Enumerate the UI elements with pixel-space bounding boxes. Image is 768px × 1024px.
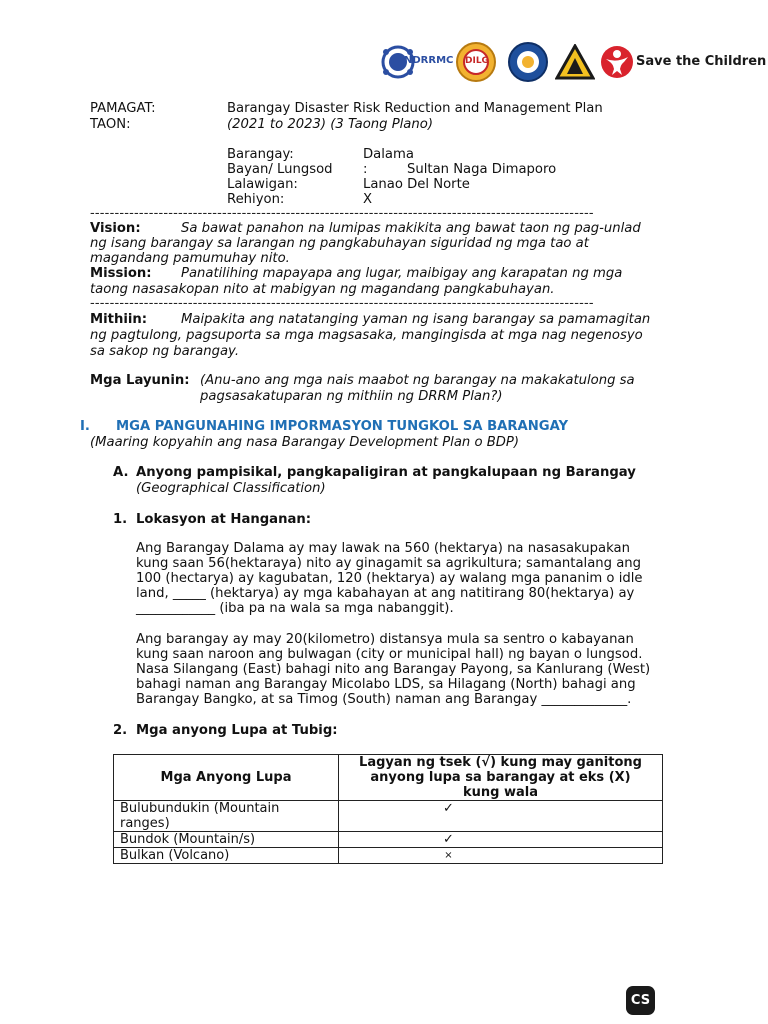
section-1-note: (Maaring kopyahin ang nasa Barangay Development Plan o BDP) <box>90 435 520 450</box>
camscanner-badge: CS <box>626 986 655 1015</box>
table-cell-mark: ✓ <box>339 832 663 848</box>
ndrrmc-logo-text: NDRRMC <box>404 55 454 66</box>
pamagat-value: Barangay Disaster Risk Reduction and Management Plan <box>227 101 603 116</box>
divider-top: ------------------------------------------------------------------------------------------------------- <box>90 207 594 221</box>
rehiyon-value: X <box>363 192 373 207</box>
table-row <box>114 801 663 832</box>
item-1-p2-line: bahagi naman ang Barangay Micolabo LDS, sa Hilagang (North) bahagi ang <box>136 677 636 692</box>
item-1-p2-line: Barangay Bangko, at sa Timog (South) naman ang Barangay _____________. <box>136 692 632 707</box>
mission-line-2: taong nasasakopan nito at mabigyan ng magandang pangkabuhayan. <box>90 282 555 297</box>
save-the-children-text: Save the Children <box>636 54 767 69</box>
item-1-p1-line: kung saan 56(hektaraya) nito ay ginagamit sa agrikultura; samantalang ang <box>136 556 642 571</box>
table-cell-name <box>114 801 339 832</box>
pamagat-label: PAMAGAT: <box>90 101 156 116</box>
vision-line-3: magandang pamumuhay nito. <box>90 251 290 266</box>
ocd-seal <box>507 42 549 82</box>
lalawigan-value: Lanao Del Norte <box>363 177 470 192</box>
barangay-value: Dalama <box>363 147 414 162</box>
item-1-p1-line: ____________ (iba pa na wala sa mga nabanggit). <box>136 601 454 616</box>
ndrrmc-logo <box>380 44 454 80</box>
bayan-value: Sultan Naga Dimaporo <box>407 162 557 177</box>
table-row <box>114 832 663 848</box>
lalawigan-label: Lalawigan: <box>227 177 298 192</box>
vision-line-2: ng isang barangay sa larangan ng pangkabuhayan siguridad ng mga tao at <box>90 236 589 251</box>
table-cell-mark: × <box>339 848 663 864</box>
dilg-seal-text: DILG <box>465 56 489 66</box>
item-1-p2-line: Nasa Silangang (East) bahagi nito ang Barangay Payong, sa Kanlurang (West) <box>136 662 651 677</box>
sub-a-note: (Geographical Classification) <box>136 481 326 496</box>
table-header-row <box>114 755 663 801</box>
taon-label: TAON: <box>90 117 131 132</box>
taon-value: (2021 to 2023) (3 Taong Plano) <box>227 117 433 132</box>
mithiin-label: Mithiin: <box>90 312 148 327</box>
layunin-label: Mga Layunin: <box>90 373 190 388</box>
mission-line-1: Panatilihing mapayapa ang lugar, maibigay ang karapatan ng mga <box>181 266 623 281</box>
dilg-seal <box>455 42 497 82</box>
table-header-instruction-line: Lagyan ng tsek (√) kung may ganitong <box>359 755 642 770</box>
item-1-p1-line: Ang Barangay Dalama ay may lawak na 560 (hektarya) na nasasakupakan <box>136 541 630 556</box>
anyong-lupa-table <box>113 754 663 864</box>
table-cell-name-line: Bulubundukin (Mountain <box>120 801 280 816</box>
sub-a-letter: A. <box>113 465 129 480</box>
table-cell-name: Bundok (Mountain/s) <box>114 832 339 848</box>
barangay-label: Barangay: <box>227 147 294 162</box>
layunin-line-2: pagsasakatuparan ng mithiin ng DRRM Plan?) <box>200 389 503 404</box>
bayan-colon: : <box>363 162 368 177</box>
item-1-p1-line: 100 (hectarya) ay kagubatan, 120 (hektarya) ay walang mga pananim o idle <box>136 571 643 586</box>
item-1-p2-line: kung saan naroon ang bulwagan (city or municipal hall) ng bayan o lungsod. <box>136 647 643 662</box>
lga-logo <box>555 44 595 80</box>
item-1-p1-line: land, _____ (hektarya) ay mga kabahayan at ang natitirang 80(hektarya) ay <box>136 586 635 601</box>
section-1-number: I. <box>80 419 90 434</box>
vision-line-1: Sa bawat panahon na lumipas makikita ang bawat taon ng pag-unlad <box>181 221 641 236</box>
vision-label: Vision: <box>90 221 141 236</box>
table-header-instruction-line: kung wala <box>463 785 538 800</box>
item-1-p2-line: Ang barangay ay may 20(kilometro) distansya mula sa sentro o kabayanan <box>136 632 634 647</box>
layunin-line-1: (Anu-ano ang mga nais maabot ng barangay na makakatulong sa <box>200 373 635 388</box>
item-2-number: 2. <box>113 723 128 738</box>
table-cell-name-line: ranges) <box>120 816 170 831</box>
table-header-instruction-line: anyong lupa sa barangay at eks (X) <box>370 770 631 785</box>
section-1-title: MGA PANGUNAHING IMPORMASYON TUNGKOL SA BARANGAY <box>116 419 569 434</box>
mithiin-line-1: Maipakita ang natatanging yaman ng isang barangay sa pamamagitan <box>181 312 651 327</box>
mission-label: Mission: <box>90 266 152 281</box>
table-cell-mark: ✓ <box>339 801 663 832</box>
sub-a-title: Anyong pampisikal, pangkapaligiran at pangkalupaan ng Barangay <box>136 465 636 480</box>
save-the-children-icon <box>600 45 634 79</box>
divider-mid: ------------------------------------------------------------------------------------------------------- <box>90 297 594 311</box>
mithiin-line-3: sa sakop ng barangay. <box>90 344 240 359</box>
table-cell-name: Bulkan (Volcano) <box>114 848 339 864</box>
item-1-title: Lokasyon at Hanganan: <box>136 512 312 527</box>
save-the-children-logo <box>600 45 767 79</box>
item-1-number: 1. <box>113 512 128 527</box>
table-header-instruction <box>339 755 663 801</box>
table-header-anyong-lupa: Mga Anyong Lupa <box>114 755 339 801</box>
bayan-label: Bayan/ Lungsod <box>227 162 333 177</box>
mithiin-line-2: ng pagtulong, pagsuporta sa mga magsasaka, mangingisda at mga nag negenosyo <box>90 328 643 343</box>
rehiyon-label: Rehiyon: <box>227 192 285 207</box>
table-row <box>114 848 663 864</box>
item-2-title: Mga anyong Lupa at Tubig: <box>136 723 338 738</box>
